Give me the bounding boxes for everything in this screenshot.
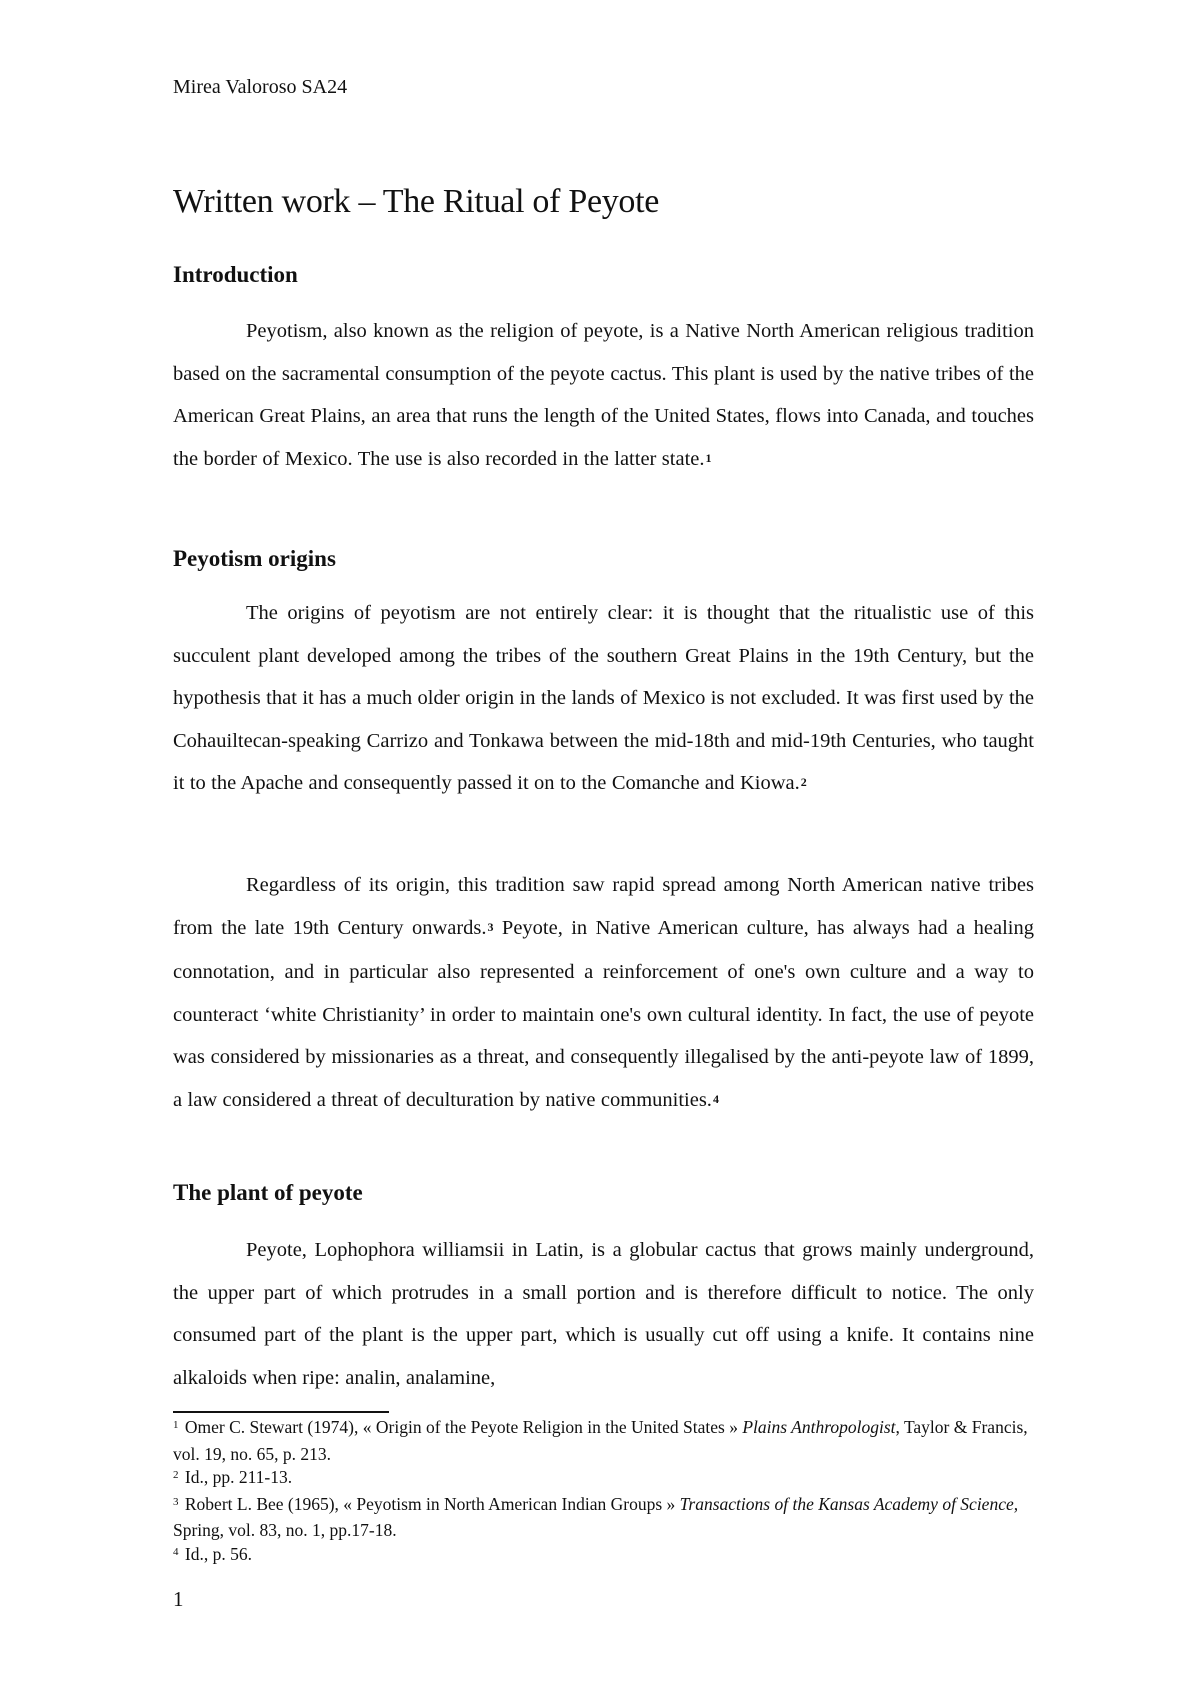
footnotes (173, 1416, 1034, 1569)
footnote-text: Spring, vol. 83, no. 1, pp.17-18. (173, 1520, 397, 1540)
section-heading-introduction: Introduction (173, 262, 298, 287)
footnote (173, 1416, 1034, 1466)
footnote-number: 4 (173, 1545, 179, 1558)
paragraph-text: The origins of peyotism are not entirely clear: it is thought that the ritualistic use of this succulent plant developed among the tribes of the southern Great Plains in the 19th Century, but the hypothesis that it has a much older origin in the lands of Mexico is not excluded. It was first used by the Cohauiltecan-speaking Carrizo and Tonkawa between the mid-18th and mid-19th Centuries, who taught it to the Apache and consequently passed it on to the Comanche and Kiowa. (173, 602, 1034, 794)
paragraph-text: Peyote, in Native American culture, has always had a healing connotation, and in particular also represented a reinforcement of one's own culture and a way to counteract ‘white Christianity’ in order to maintain one's own cultural identity. In fact, the use of peyote was considered by missionaries as a threat, and consequently illegalised by the anti-peyote law of 1899, a law considered a threat of deculturation by native communities. (173, 916, 1034, 1111)
paragraph (173, 310, 1034, 482)
paragraph (173, 864, 1034, 1123)
footnote-source: Transactions of the Kansas Academy of Science, (679, 1493, 1019, 1514)
paragraph (173, 1229, 1034, 1399)
footnote-ref: 1 (705, 450, 712, 465)
footnote-text: Robert L. Bee (1965), « Peyotism in North American Indian Groups » (184, 1493, 680, 1514)
section-heading-origins: Peyotism origins (173, 546, 336, 571)
footnote-text: Id., p. 56. (184, 1543, 252, 1564)
paragraph-text: Peyotism, also known as the religion of peyote, is a Native North American religious tradition based on the sacramental consumption of the peyote cactus. This plant is used by the native tribes of the American Great Plains, an area that runs the length of the United States, flows into Canada, and touches the border of Mexico. The use is also recorded in the latter state. (173, 320, 1034, 470)
paragraph (173, 592, 1034, 807)
footnote-separator (173, 1411, 389, 1413)
footnote-ref: 2 (800, 775, 807, 789)
footnote-text: Omer C. Stewart (1974), « Origin of the Peyote Religion in the United States » (184, 1417, 743, 1437)
page-header: Mirea Valoroso SA24 (173, 76, 348, 98)
paragraph-text: Regardless of its origin, this tradition saw rapid spread among North American native tribes from the late 19th Century onwards. (173, 874, 1034, 939)
footnote-number: 2 (173, 1469, 179, 1481)
footnote (173, 1493, 1034, 1543)
footnote-ref: 3 (487, 919, 494, 934)
document-title: Written work – The Ritual of Peyote (173, 183, 660, 220)
footnote-text: Id., pp. 211-13. (184, 1467, 293, 1487)
page-number: 1 (173, 1587, 184, 1611)
footnote (173, 1543, 1034, 1570)
footnote-text: , Taylor & Francis, vol. 19, no. 65, p. 213. (173, 1417, 1028, 1464)
footnote (173, 1466, 1034, 1493)
footnote-source: Plains Anthropologist (742, 1417, 896, 1437)
footnote-number: 1 (173, 1419, 179, 1431)
section-heading-plant: The plant of peyote (173, 1180, 363, 1205)
footnote-ref: 4 (712, 1091, 719, 1106)
paragraph-text: Peyote, Lophophora williamsii in Latin, is a globular cactus that grows mainly underground, the upper part of which protrudes in a small portion and is therefore difficult to notice. The only consumed part of the plant is the upper part, which is usually cut off using a knife. It contains nine alkaloids when ripe: analin, analamine, (173, 1239, 1034, 1389)
footnote-number: 3 (173, 1495, 179, 1508)
